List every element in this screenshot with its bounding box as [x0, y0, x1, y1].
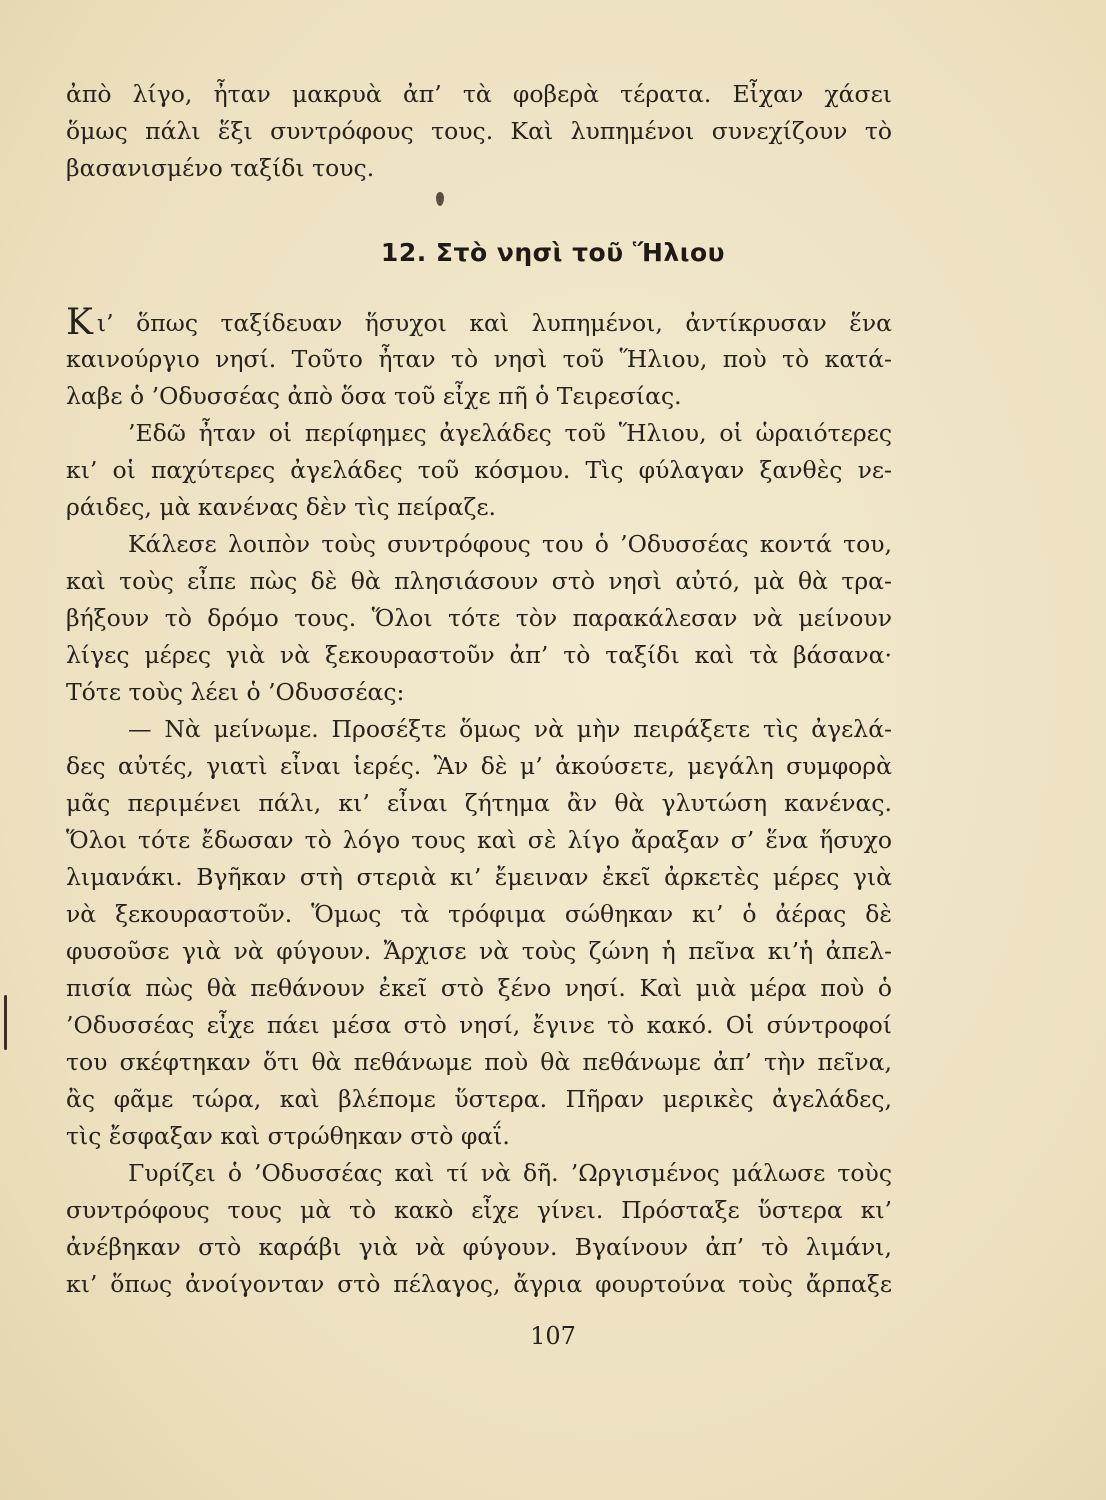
text-line: ἂς φᾶμε τώρα, καὶ βλέπομε ὕστερα. Πῆραν μερικὲς ἀγελάδες,	[66, 1085, 892, 1113]
text-line: λαβε ὁ ’Οδυσσέας ἀπὸ ὅσα τοῦ εἶχε πῆ ὁ Τειρεσίας.	[66, 382, 682, 410]
text-line: ἀπὸ λίγο, ἦταν μακρυὰ ἀπ’ τὰ φοβερὰ τέρατα. Εἶχαν χάσει	[66, 80, 892, 108]
intro-paragraph	[66, 76, 892, 187]
binding-mark	[4, 995, 7, 1050]
text-line: Ὅλοι τότε ἔδωσαν τὸ λόγο τους καὶ σὲ λίγο ἄραξαν σ’ ἕνα ἥσυχο	[66, 826, 892, 854]
text-line: βήξουν τὸ δρόμο τους. Ὅλοι τότε τὸν παρακάλεσαν νὰ μείνουν	[66, 604, 892, 632]
text-line: ὅμως πάλι ἕξι συντρόφους τους. Καὶ λυπημένοι συνεχίζουν τὸ	[66, 117, 892, 145]
text-line: ἀνέβηκαν στὸ καράβι γιὰ νὰ φύγουν. Βγαίνουν ἀπ’ τὸ λιμάνι,	[66, 1233, 892, 1261]
text-line: ράιδες, μὰ κανένας δὲν τὶς πείραζε.	[66, 493, 496, 521]
text-line: νὰ ξεκουραστοῦν. Ὅμως τὰ τρόφιμα σώθηκαν κι’ ὁ ἀέρας δὲ	[66, 900, 892, 928]
text-line: ’Οδυσσέας εἶχε πάει μέσα στὸ νησί, ἔγινε τὸ κακό. Οἱ σύντροφοί	[66, 1011, 892, 1039]
text-line: Κάλεσε λοιπὸν τοὺς συντρόφους του ὁ ’Οδυσσέας κοντά του,	[128, 530, 892, 558]
text-line: λιμανάκι. Βγῆκαν στὴ στεριὰ κι’ ἔμειναν ἐκεῖ ἀρκετὲς μέρες γιὰ	[66, 863, 892, 891]
text-line: πισία πὼς θὰ πεθάνουν ἐκεῖ στὸ ξένο νησί. Καὶ μιὰ μέρα ποὺ ὁ	[66, 974, 892, 1002]
text-line: Τότε τοὺς λέει ὁ ’Οδυσσέας:	[66, 678, 405, 706]
text-line: συντρόφους τους μὰ τὸ κακὸ εἶχε γίνει. Πρόσταξε ὕστερα κι’	[66, 1196, 892, 1224]
text-line: κι’ οἱ παχύτερες ἀγελάδες τοῦ κόσμου. Τὶς φύλαγαν ξανθὲς νε-	[66, 456, 892, 484]
text-line	[66, 304, 892, 341]
text-line: καινούργιο νησί. Τοῦτο ἦταν τὸ νησὶ τοῦ Ἥλιου, ποὺ τὸ κατά-	[66, 345, 892, 373]
text-line-content: ι’ ὅπως ταξίδευαν ἥσυχοι καὶ λυπημένοι, ἀντίκρυσαν ἕνα	[96, 309, 892, 337]
text-line: κι’ ὅπως ἀνοίγονταν στὸ πέλαγος, ἄγρια φουρτούνα τοὺς ἄρπαξε	[66, 1270, 892, 1298]
text-line: δες αὐτές, γιατὶ εἶναι ἱερές. Ἂν δὲ μ’ ἀκούσετε, μεγάλη συμφορὰ	[66, 752, 892, 780]
page-number: 107	[530, 1322, 576, 1350]
text-line: — Νὰ μείνωμε. Προσέξτε ὅμως νὰ μὴν πειράξετε τὶς ἀγελά-	[128, 715, 892, 743]
text-line: καὶ τοὺς εἶπε πὼς δὲ θὰ πλησιάσουν στὸ νησὶ αὐτό, μὰ θὰ τρα-	[66, 567, 892, 595]
text-line: του σκέφτηκαν ὅτι θὰ πεθάνωμε ποὺ θὰ πεθάνωμε ἀπ’ τὴν πεῖνα,	[66, 1048, 892, 1076]
text-line: βασανισμένο ταξίδι τους.	[66, 154, 375, 182]
text-line: μᾶς περιμένει πάλι, κι’ εἶναι ζήτημα ἂν θὰ γλυτώση κανένας.	[66, 789, 892, 817]
chapter-heading: 12. Στὸ νησὶ τοῦ Ἥλιου	[380, 238, 726, 267]
text-line: τὶς ἔσφαξαν καὶ στρώθηκαν στὸ φαΐ.	[66, 1122, 510, 1150]
text-line: λίγες μέρες γιὰ νὰ ξεκουραστοῦν ἀπ’ τὸ ταξίδι καὶ τὰ βάσανα·	[66, 641, 892, 669]
chapter-body	[66, 304, 892, 1303]
text-line: φυσοῦσε γιὰ νὰ φύγουν. Ἄρχισε νὰ τοὺς ζώνη ἡ πεῖνα κι’ἡ ἀπελ-	[66, 937, 892, 965]
text-line: Γυρίζει ὁ ’Οδυσσέας καὶ τί νὰ δῆ. ’Ωργισμένος μάλωσε τοὺς	[128, 1159, 892, 1187]
ornament-mark	[436, 192, 444, 206]
text-line: ’Εδῶ ἦταν οἱ περίφημες ἀγελάδες τοῦ Ἥλιου, οἱ ὡραιότερες	[128, 419, 892, 447]
drop-cap: Κ	[66, 302, 93, 343]
